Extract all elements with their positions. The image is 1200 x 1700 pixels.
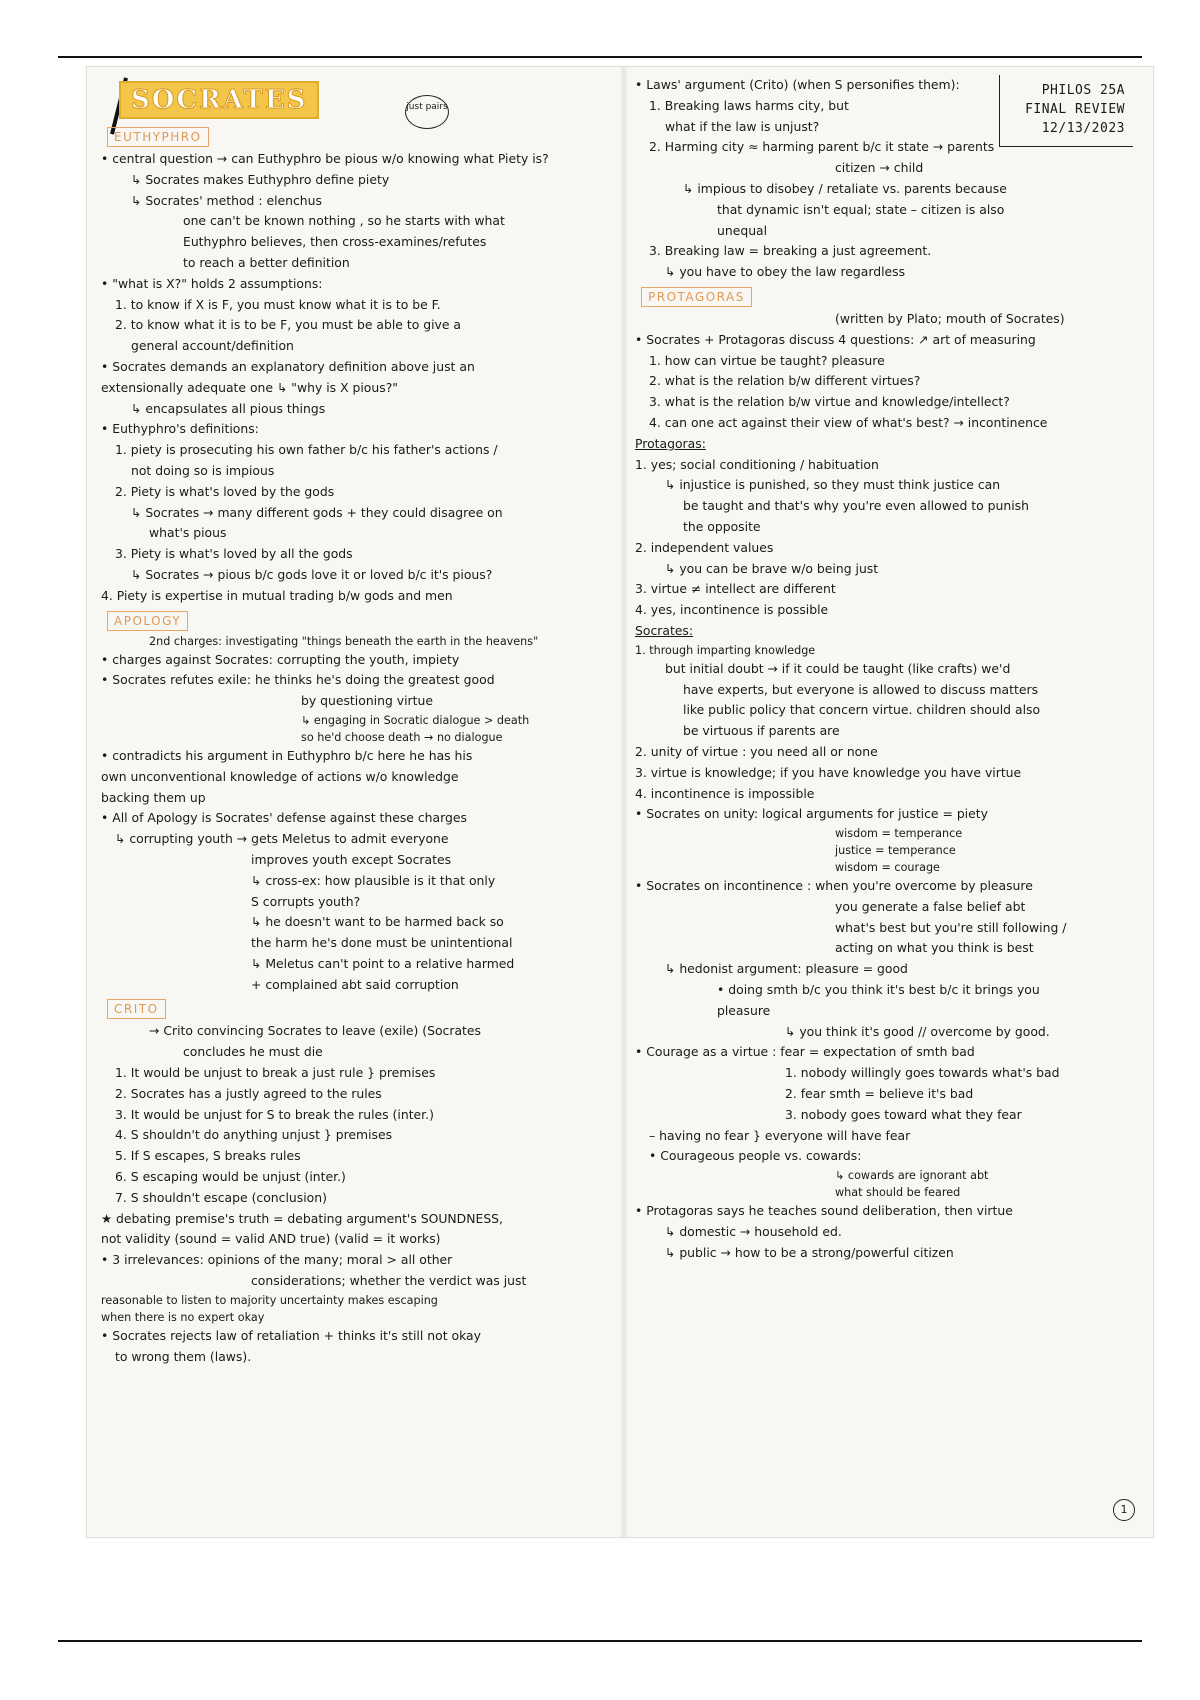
bubble-note: just pairs [405,95,449,129]
note-line: the harm he's done must be unintentional [251,935,513,951]
note-line: wisdom = temperance [835,827,963,841]
note-line: 2. independent values [635,539,774,555]
note-line: 2. Harming city ≈ harming parent b/c it state → parents [649,139,995,155]
note-line: ↳ public → how to be a strong/powerful citizen [665,1244,954,1260]
note-line: general account/definition [131,338,294,354]
note-line: 2. unity of virtue : you need all or none [635,743,878,759]
note-line: ↳ Socrates → pious b/c gods love it or loved b/c it's pious? [131,566,493,582]
note-line: 4. S shouldn't do anything unjust } premises [115,1127,393,1143]
note-line: the opposite [683,518,761,534]
note-line: • Socrates on unity: logical arguments for justice = piety [635,806,988,822]
right-column [635,75,1141,1264]
left-column [101,75,601,1367]
note-line: 5. If S escapes, S breaks rules [115,1148,301,1164]
note-line: one can't be known nothing , so he starts with what [183,213,505,229]
note-line: 1. through imparting knowledge [635,643,816,657]
note-line: to reach a better definition [183,254,350,270]
note-line: 4. can one act against their view of what's best? → incontinence [649,414,1048,430]
note-line: (written by Plato; mouth of Socrates) [835,310,1065,326]
note-line: not doing so is impious [131,462,275,478]
note-line: pleasure [717,1002,771,1018]
note-line: own unconventional knowledge of actions w/o knowledge [101,768,459,784]
note-line: backing them up [101,789,206,805]
note-line: 1. how can virtue be taught? pleasure [649,352,885,368]
note-line: have experts, but everyone is allowed to discuss matters [683,681,1039,697]
note-line: 3. Piety is what's loved by all the gods [115,546,353,562]
page-crease [621,67,627,1537]
note-line: considerations; whether the verdict was just [251,1273,527,1289]
note-line: • contradicts his argument in Euthyphro b/c here he has his [101,747,473,763]
note-line: – having no fear } everyone will have fear [649,1127,911,1143]
note-line: ↳ encapsulates all pious things [131,400,326,416]
note-line: • Socrates demands an explanatory definition above just an [101,358,475,374]
note-line: Protagoras: [635,435,706,451]
note-line: ↳ hedonist argument: pleasure = good [665,961,908,977]
note-line: 6. S escaping would be unjust (inter.) [115,1169,346,1185]
note-line: what should be feared [835,1186,961,1200]
top-rule [58,56,1142,58]
note-line: so he'd choose death → no dialogue [301,730,503,744]
note-line: • Socrates refutes exile: he thinks he's doing the greatest good [101,672,495,688]
note-line: when there is no expert okay [101,1310,265,1324]
section-heading: PROTAGORAS [641,287,752,307]
section-heading: APOLOGY [107,611,188,631]
note-line: wisdom = courage [835,861,940,875]
note-line: 7. S shouldn't escape (conclusion) [115,1189,327,1205]
note-line: • Protagoras says he teaches sound deliberation, then virtue [635,1203,1013,1219]
section-heading: EUTHYPHRO [107,127,209,147]
note-line: • doing smth b/c you think it's best b/c it brings you [717,982,1040,998]
note-line: • Socrates + Protagoras discuss 4 questions: ↗ art of measuring [635,331,1036,347]
bottom-rule [58,1640,1142,1642]
note-line: 4. Piety is expertise in mutual trading b/w gods and men [101,587,453,603]
note-line: 4. yes, incontinence is possible [635,602,829,618]
note-line: Socrates: [635,622,694,638]
note-line: ↳ Socrates → many different gods + they could disagree on [131,504,503,520]
note-line: • central question → can Euthyphro be pious w/o knowing what Piety is? [101,151,549,166]
note-line: unequal [717,222,768,238]
note-line: ↳ corrupting youth → gets Meletus to admit everyone [115,831,449,847]
note-line: 1. It would be unjust to break a just rule } premises [115,1065,436,1081]
note-line: Euthyphro believes, then cross-examines/refutes [183,234,487,250]
note-line: to wrong them (laws). [115,1348,252,1364]
note-line: • charges against Socrates: corrupting the youth, impiety [101,651,460,667]
note-line: be taught and that's why you're even allowed to punish [683,498,1029,514]
notes-page [86,66,1154,1538]
note-line: but initial doubt → if it could be taught (like crafts) we'd [665,660,1011,676]
note-line: concludes he must die [183,1044,323,1060]
note-line: • Courageous people vs. cowards: [649,1148,862,1164]
note-line: by questioning virtue [301,693,433,709]
note-line: ↳ you can be brave w/o being just [665,560,879,576]
note-line: 2. to know what it is to be F, you must be able to give a [115,317,462,333]
note-line: ↳ impious to disobey / retaliate vs. parents because [683,180,1007,196]
left-notes [101,123,601,1367]
doc-title: SOCRATES [119,81,319,119]
note-line: ↳ Socrates' method : elenchus [131,192,322,208]
note-line: justice = temperance [835,844,956,858]
note-line: 4. incontinence is impossible [635,785,815,801]
note-line: • Courage as a virtue : fear = expectation of smth bad [635,1044,975,1060]
note-line: ★ debating premise's truth = debating argument's SOUNDNESS, [101,1210,503,1226]
note-line: 2. what is the relation b/w different virtues? [649,373,921,389]
note-line: ↳ injustice is punished, so they must think justice can [665,477,1001,493]
note-line: 1. nobody willingly goes towards what's bad [785,1065,1060,1081]
note-line: • "what is X?" holds 2 assumptions: [101,275,323,291]
note-line: that dynamic isn't equal; state – citizen is also [717,201,1005,217]
note-line: 3. what is the relation b/w virtue and knowledge/intellect? [649,394,1010,410]
note-line: S corrupts youth? [251,893,361,909]
note-line: 3. It would be unjust for S to break the rules (inter.) [115,1106,434,1122]
note-line: 3. Breaking law = breaking a just agreement. [649,243,932,259]
note-line: • 3 irrelevances: opinions of the many; moral > all other [101,1252,453,1268]
note-line: 2. fear smth = believe it's bad [785,1086,974,1102]
note-line: ↳ you think it's good // overcome by good. [785,1023,1050,1039]
note-line: what's pious [149,525,227,541]
note-line: ↳ you have to obey the law regardless [665,264,906,280]
note-line: 1. piety is prosecuting his own father b/c his father's actions / [115,442,498,458]
note-line: not validity (sound = valid AND true) (valid = it works) [101,1231,441,1247]
note-line: citizen → child [835,160,924,176]
note-line: 1. to know if X is F, you must know what it is to be F. [115,296,441,312]
course-code: PHILOS 25A [1041,83,1125,98]
note-line: ↳ domestic → household ed. [665,1224,842,1240]
note-line: what if the law is unjust? [665,118,820,134]
note-line: 3. nobody goes toward what they fear [785,1106,1022,1122]
note-line: ↳ engaging in Socratic dialogue > death [301,713,530,727]
page-number: 1 [1113,1499,1135,1521]
note-line: + complained abt said corruption [251,976,459,992]
note-line: • Socrates rejects law of retaliation + thinks it's still not okay [101,1327,481,1343]
note-line: • Euthyphro's definitions: [101,421,259,437]
note-line: • Socrates on incontinence : when you're overcome by pleasure [635,878,1033,894]
note-line: acting on what you think is best [835,940,1034,956]
note-line: ↳ cowards are ignorant abt [835,1169,989,1183]
note-line: 1. Breaking laws harms city, but [649,97,849,113]
note-line: you generate a false belief abt [835,898,1026,914]
note-line: like public policy that concern virtue. children should also [683,702,1041,718]
right-notes [635,75,1141,1264]
review-date: 12/13/2023 [1041,121,1125,136]
note-line: 1. yes; social conditioning / habituation [635,456,879,472]
note-line: • Laws' argument (Crito) (when S personifies them): [635,77,960,92]
note-line: improves youth except Socrates [251,851,452,867]
note-line: • All of Apology is Socrates' defense against these charges [101,810,467,826]
note-line: → Crito convincing Socrates to leave (exile) (Socrates [149,1023,481,1039]
header-box [999,75,1133,147]
review-title: FINAL REVIEW [1025,102,1125,117]
note-line: 3. virtue ≠ intellect are different [635,581,836,597]
section-heading: CRITO [107,999,166,1019]
note-line: be virtuous if parents are [683,723,840,739]
note-line: 2. Socrates has a justly agreed to the rules [115,1085,382,1101]
note-line: ↳ Meletus can't point to a relative harmed [251,955,515,971]
note-line: ↳ cross-ex: how plausible is it that only [251,872,496,888]
note-line: ↳ Socrates makes Euthyphro define piety [131,171,390,187]
note-line: reasonable to listen to majority uncertainty makes escaping [101,1293,438,1307]
note-line: 3. virtue is knowledge; if you have knowledge you have virtue [635,764,1022,780]
note-line: 2. Piety is what's loved by the gods [115,483,335,499]
note-line: 2nd charges: investigating "things beneath the earth in the heavens" [149,634,539,648]
note-line: what's best but you're still following / [835,919,1067,935]
note-line: ↳ he doesn't want to be harmed back so [251,914,504,930]
note-line: extensionally adequate one ↳ "why is X pious?" [101,379,398,395]
